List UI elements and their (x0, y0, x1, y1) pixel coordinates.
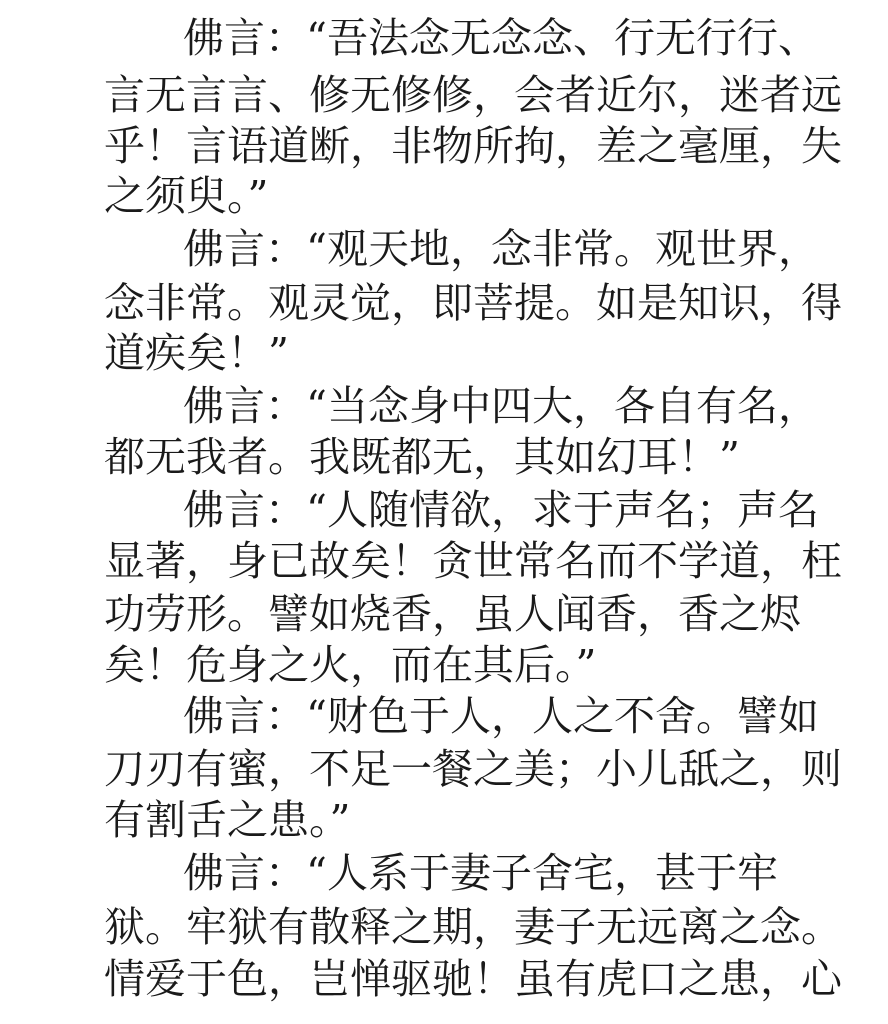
text-line: 道疾矣！” (104, 329, 289, 377)
text-line: 情爱于色，岂惮驱驰！虽有虎口之患，心 (104, 955, 842, 1003)
text-line: 功劳形。譬如烧香，虽人闻香，香之烬 (104, 590, 801, 638)
text-line: 矣！危身之火，而在其后。” (104, 641, 597, 689)
text-line: 刀刃有蜜，不足一餐之美；小儿舐之，则 (104, 745, 842, 793)
text-line: 狱。牢狱有散释之期，妻子无远离之念。 (104, 903, 842, 951)
text-line: 乎！言语道断，非物所拘，差之毫厘，失 (104, 122, 842, 170)
text-line: 都无我者。我既都无，其如幻耳！” (104, 433, 740, 481)
text-line: 佛言：“吾法念无念念、行无行行、 (183, 14, 819, 62)
text-line: 佛言：“人系于妻子舍宅，甚于牢 (183, 849, 778, 897)
text-line: 有割舌之患。” (104, 796, 351, 844)
text-line: 佛言：“人随情欲，求于声名；声名 (183, 486, 819, 534)
text-line: 佛言：“观天地，念非常。观世界， (183, 225, 819, 273)
text-line: 佛言：“财色于人，人之不舍。譬如 (183, 692, 819, 740)
text-line: 显著，身已故矣！贪世常名而不学道，枉 (104, 537, 842, 585)
text-line: 念非常。观灵觉，即菩提。如是知识，得 (104, 279, 842, 327)
text-line: 之须臾。” (104, 172, 269, 220)
text-line: 言无言言、修无修修，会者近尔，迷者远 (104, 71, 842, 119)
text-line: 佛言：“当念身中四大，各自有名， (183, 382, 819, 430)
